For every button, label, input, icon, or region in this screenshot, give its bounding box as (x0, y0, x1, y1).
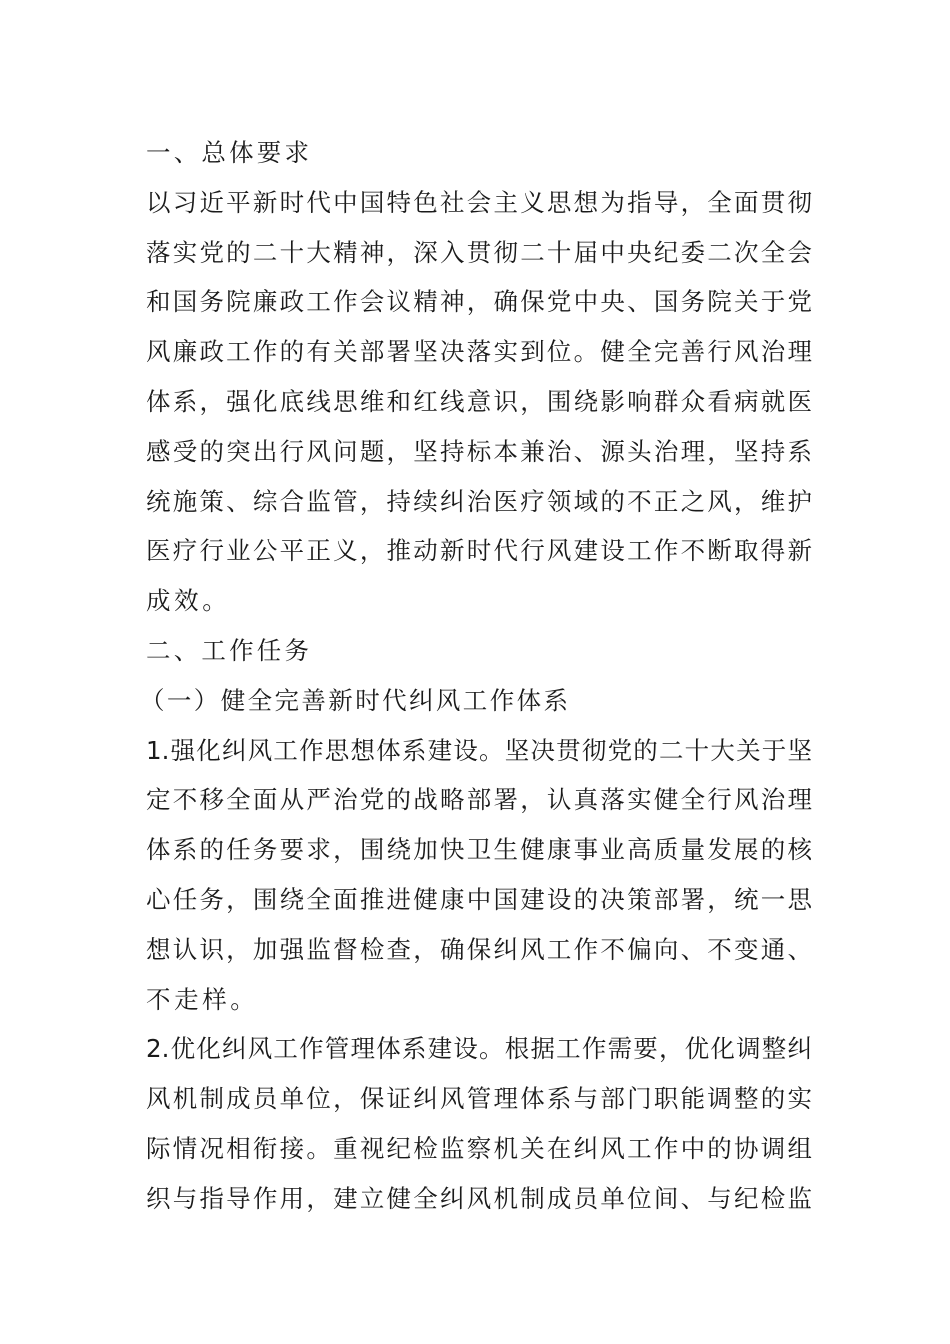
body-text-line: 不走样。 (146, 984, 259, 1014)
body-text-line: 2.优化纠风工作管理体系建设。根据工作需要，优化调整纠 (146, 1034, 812, 1064)
body-text-line: 风廉政工作的有关部署坚决落实到位。健全完善行风治理 (146, 337, 812, 367)
body-text-line: 体系的任务要求，围绕加快卫生健康事业高质量发展的核 (146, 835, 812, 865)
body-text-line: 落实党的二十大精神，深入贯彻二十届中央纪委二次全会 (146, 237, 812, 267)
section-heading: 二、工作任务 (146, 635, 313, 665)
body-text-line: 1.强化纠风工作思想体系建设。坚决贯彻党的二十大关于坚 (146, 735, 812, 765)
body-text-line: 医疗行业公平正义，推动新时代行风建设工作不断取得新 (146, 536, 812, 566)
body-text-line: 统施策、综合监管，持续纠治医疗领域的不正之风，维护 (146, 486, 812, 516)
body-text-line: 风机制成员单位，保证纠风管理体系与部门职能调整的实 (146, 1084, 812, 1114)
body-text-line: 心任务，围绕全面推进健康中国建设的决策部署，统一思 (146, 884, 812, 914)
body-text-line: 定不移全面从严治党的战略部署，认真落实健全行风治理 (146, 785, 812, 815)
body-text-line: 和国务院廉政工作会议精神，确保党中央、国务院关于党 (146, 287, 812, 317)
body-text-line: 以习近平新时代中国特色社会主义思想为指导，全面贯彻 (146, 187, 812, 217)
section-heading: 一、总体要求 (146, 138, 313, 167)
body-text-line: 感受的突出行风问题，坚持标本兼治、源头治理，坚持系 (146, 436, 812, 466)
body-text-line: 际情况相衔接。重视纪检监察机关在纠风工作中的协调组 (146, 1133, 812, 1163)
body-text-line: 成效。 (146, 586, 231, 616)
subsection-heading: （一）健全完善新时代纠风工作体系 (140, 685, 571, 715)
body-text-line: 想认识，加强监督检查，确保纠风工作不偏向、不变通、 (146, 934, 812, 964)
body-text-line: 织与指导作用，建立健全纠风机制成员单位间、与纪检监 (146, 1183, 812, 1213)
document-body (140, 128, 812, 1224)
body-text-line: 体系，强化底线思维和红线意识，围绕影响群众看病就医 (146, 386, 812, 416)
